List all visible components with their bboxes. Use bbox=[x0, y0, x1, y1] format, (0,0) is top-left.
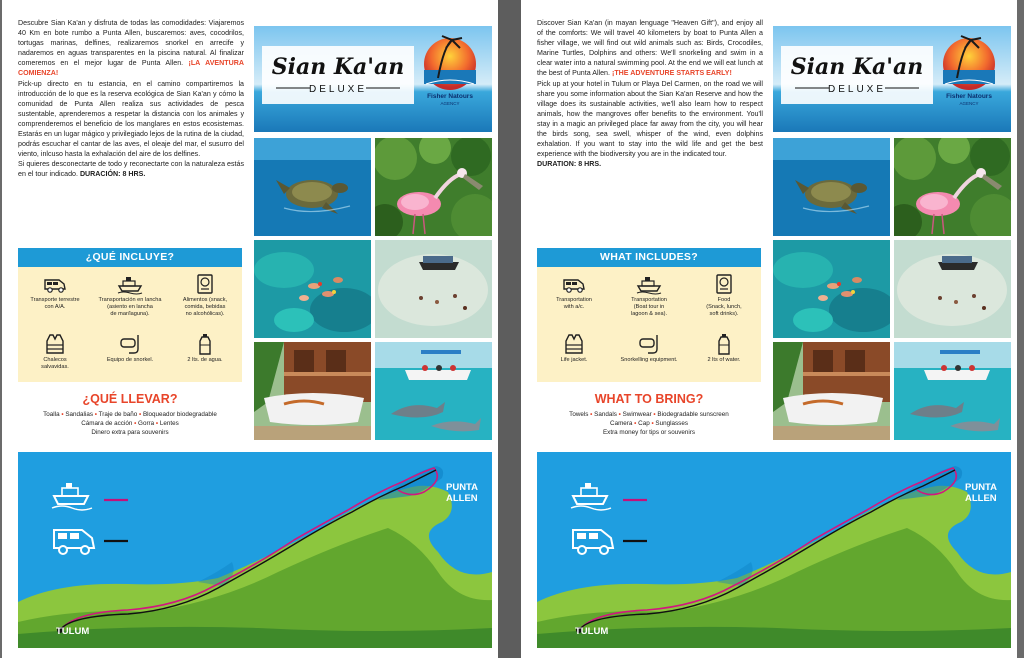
include-label: Alimentos (snack, comida, bebidas no alcohólicas). bbox=[182, 297, 228, 317]
punta-allen-label: PUNTA ALLEN bbox=[965, 482, 998, 504]
bring-list bbox=[18, 410, 242, 438]
include-label: Snorkelling equipment. bbox=[620, 357, 678, 363]
include-boat bbox=[612, 273, 686, 318]
hero-banner bbox=[773, 26, 1011, 132]
include-label: 2 lts. de agua. bbox=[187, 357, 223, 363]
bring-extra: Dinero extra para souvenirs bbox=[91, 429, 169, 437]
van-icon bbox=[42, 273, 68, 295]
hero-subtitle: DELUXE bbox=[827, 84, 887, 95]
snorkel-icon bbox=[117, 333, 143, 355]
include-transport bbox=[537, 273, 611, 311]
intro-text bbox=[537, 18, 763, 169]
agency-tagline: AGENCY bbox=[959, 101, 979, 106]
include-label: Life jacket. bbox=[560, 357, 588, 363]
hero-subtitle: DELUXE bbox=[308, 84, 368, 95]
include-water bbox=[168, 333, 242, 364]
bring-title: ¿QUÉ LLEVAR? bbox=[82, 392, 178, 406]
spanish-page bbox=[2, 0, 498, 658]
hero-title: Sian Ka'an bbox=[790, 54, 924, 80]
closing-paragraph: Si quieres desconectarte de todo y reconectarte con la naturaleza estás en el tour indicado. DURACIÓN: 8 HRS. bbox=[18, 160, 244, 179]
route-map bbox=[537, 452, 1011, 648]
include-label: Transporte terrestre con A/A. bbox=[30, 297, 80, 310]
photo-hut-boat bbox=[254, 342, 371, 440]
agency-name: Fisher Natours bbox=[946, 93, 992, 100]
bring-line: Camera • Cap • Sunglasses bbox=[610, 420, 688, 428]
photo-boat-sandbar bbox=[375, 240, 492, 338]
snorkel-icon bbox=[636, 333, 662, 355]
route-map bbox=[18, 452, 492, 648]
lifejacket-icon bbox=[561, 333, 587, 355]
include-boat bbox=[93, 273, 167, 318]
photo-dolphins bbox=[894, 342, 1011, 440]
bring-line: Toalla • Sandalias • Traje de baño • Bloqueador biodegradable bbox=[43, 411, 217, 418]
includes-title: WHAT INCLUDES? bbox=[537, 248, 761, 267]
hero-banner bbox=[254, 26, 492, 132]
photo-snorkelers bbox=[254, 240, 371, 338]
photo-hut-boat bbox=[773, 342, 890, 440]
page-gap bbox=[498, 0, 521, 658]
intro-paragraph: Descubre Sian Ka'an y disfruta de todas las comodidades: Viajaremos 40 Km en bote rumbo a Punta Allen, buscaremos: aves, cocodrilos, tortugas marinas, delfines, realizaremos snorkel en arrecife y nadaremos en aguas transparentes en la piscina natural. Al finalizar comeremos en el mejor lugar de Punta Allen. ¡LA AVENTURA COMIENZA! bbox=[18, 19, 244, 78]
food-icon bbox=[711, 273, 737, 295]
intro-text bbox=[18, 18, 244, 180]
photo-snorkelers bbox=[773, 240, 890, 338]
include-transport bbox=[18, 273, 92, 311]
photo-sea-turtle bbox=[254, 138, 371, 236]
includes-panel bbox=[537, 267, 761, 382]
include-food bbox=[687, 273, 761, 318]
tulum-label: TULUM bbox=[575, 626, 609, 637]
include-food bbox=[168, 273, 242, 318]
include-lifejacket bbox=[18, 333, 92, 371]
agency-tagline: AGENCY bbox=[440, 101, 460, 106]
water-bottle-icon bbox=[192, 333, 218, 355]
include-snorkel bbox=[93, 333, 167, 364]
photo-sea-turtle bbox=[773, 138, 890, 236]
intro-paragraph: Discover Sian Ka'an (in mayan lenguage "Heaven Gift"), and enjoy all of the comforts: We will travel 40 kilometers by boat to Punta Allen a fisher village, we will find out wild animals such as: Birds, Crocodiles, Marine Turtles, Dolphins and others: We'll snorkeling and swim in a clear water into a natural swimming pool. At the end we will eat lunch at the best of Punta Allen. ¡THE ADVENTURE STARTS EARLY! bbox=[537, 19, 763, 78]
include-water bbox=[687, 333, 761, 364]
adventure-headline: ¡LA AVENTURA COMIENZA! bbox=[18, 59, 244, 78]
lifejacket-icon bbox=[42, 333, 68, 355]
boat-icon bbox=[117, 273, 143, 295]
bring-title: WHAT TO BRING? bbox=[594, 392, 704, 406]
duration: DURACIÓN: 8 HRS. bbox=[79, 170, 146, 179]
boat-icon bbox=[636, 273, 662, 295]
agency-name: Fisher Natours bbox=[427, 93, 473, 100]
include-lifejacket bbox=[537, 333, 611, 364]
adventure-headline: ¡THE ADVENTURE STARTS EARLY! bbox=[611, 69, 732, 78]
photo-roseate-spoonbill bbox=[894, 138, 1011, 236]
food-icon bbox=[192, 273, 218, 295]
hero-title: Sian Ka'an bbox=[271, 54, 405, 80]
body-paragraph: Pick up at your hotel in Tulum or Playa Del Carmen, on the road we will share you some information about the Sian Ka'an Reserve and how the village does its sustainable activities, we'll also learn how to respect animals, how the mangroves offer benefits to the environment. You'll stay in a magic an privileged place far away from the city, you will hear the birds song, sea swell, whisper of the wind, even dolphins exhalation. If you want to stay into the wild life and get the best experience with the biodiversity you are in the indicated tour. bbox=[537, 79, 763, 159]
van-icon bbox=[561, 273, 587, 295]
punta-allen-label: PUNTA ALLEN bbox=[446, 482, 479, 504]
photo-roseate-spoonbill bbox=[375, 138, 492, 236]
english-page bbox=[521, 0, 1017, 658]
closing-paragraph bbox=[537, 159, 763, 169]
body-paragraph: Pick-up directo en tu estancia, en el camino compartiremos la introducción de lo que es la reserva ecológica de Sian Ka'an y cómo la comunidad de Punta Allen realiza sus actividades de pesca sustentable, aprenderemos a respetar la distancia con los animales y comprenderemos el beneficio de los manglares en estos ecosistemas. Estarás en un lugar mágico y privilegiado lejos de la rutina de la ciudad, podrás escuchar el cantar de las aves, el oleaje del mar, el susurro del viento, inlcuso hasta la exhalación del aire de los delfines. bbox=[18, 79, 244, 159]
bring-line: Cámara de acción • Gorra • Lentes bbox=[81, 420, 179, 428]
photo-dolphins bbox=[375, 342, 492, 440]
include-label: 2 lts of water. bbox=[707, 357, 741, 363]
includes-panel bbox=[18, 267, 242, 382]
include-label: Transportation with a/c. bbox=[556, 297, 592, 310]
bring-list bbox=[537, 410, 761, 438]
photo-boat-sandbar bbox=[894, 240, 1011, 338]
includes-title: ¿QUÉ INCLUYE? bbox=[18, 248, 242, 267]
include-snorkel bbox=[612, 333, 686, 364]
include-label: Transportation (Boat tour in lagoon & sea). bbox=[630, 297, 668, 317]
bring-line: Towels • Sandals • Swimwear • Biodegradable sunscreen bbox=[569, 411, 729, 418]
bring-extra: Extra money for tips or souvenirs bbox=[602, 429, 696, 437]
include-label: Equipo de snorkel. bbox=[106, 357, 154, 363]
tulum-label: TULUM bbox=[56, 626, 90, 637]
duration: DURATION: 8 HRS. bbox=[537, 160, 602, 169]
include-label: Food (Snack, lunch, soft drinks). bbox=[706, 297, 742, 317]
include-label: Transportación en lancha (asiento en lancha de mar/laguna). bbox=[98, 297, 162, 317]
water-bottle-icon bbox=[711, 333, 737, 355]
include-label: Chalecos salvavidas. bbox=[41, 357, 69, 370]
